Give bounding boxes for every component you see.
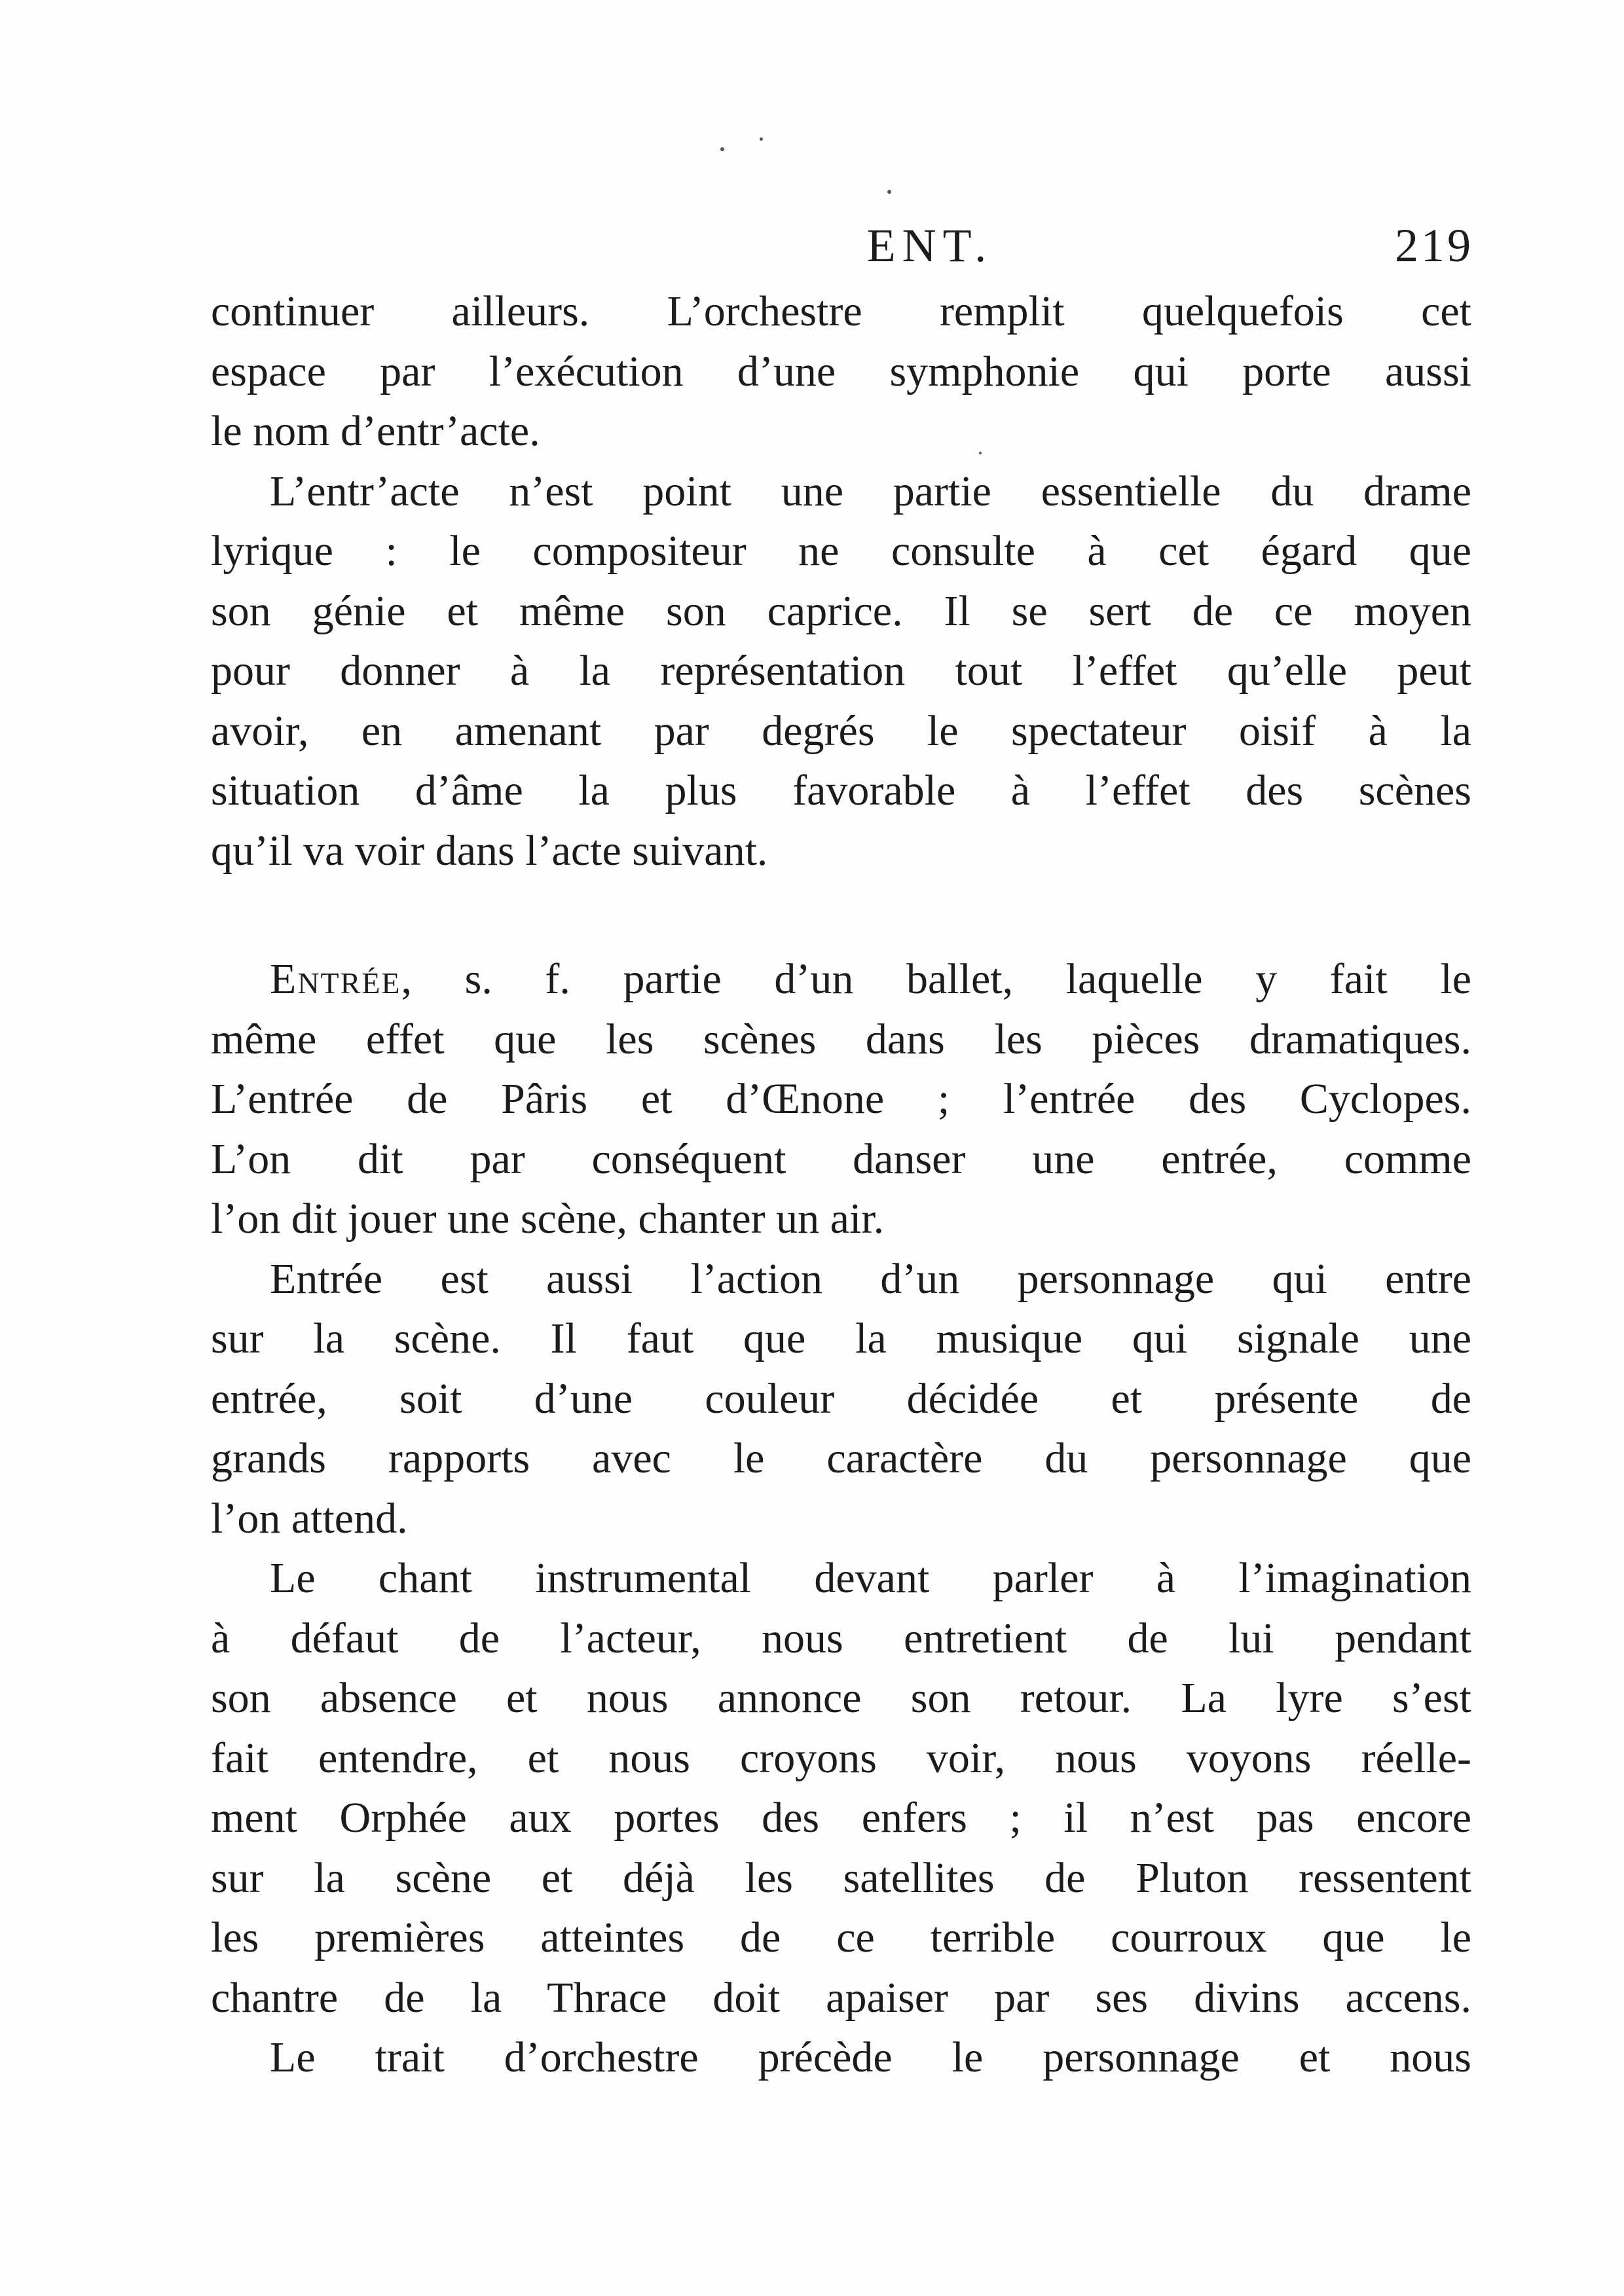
text-line: l’on dit jouer une scène, chanter un air.: [211, 1195, 885, 1243]
text-line: grands rapports avec le caractère du personnage que: [211, 1434, 1471, 1482]
text-line: pour donner à la représentation tout l’effet qu’elle peut: [211, 647, 1471, 695]
dictionary-entry: [211, 949, 1471, 1249]
text-line: L’on dit par conséquent danser une entrée, comme: [211, 1135, 1471, 1183]
text-line: fait entendre, et nous croyons voir, nous voyons réelle-: [211, 1734, 1471, 1782]
print-speck: [887, 190, 891, 194]
text-line: entrée, soit d’une couleur décidée et présente de: [211, 1374, 1471, 1423]
text-line: Entrée est aussi l’action d’un personnage qui entre: [270, 1254, 1471, 1303]
text-line: à défaut de l’acteur, nous entretient de lui pendant: [211, 1614, 1471, 1662]
text-line: chantre de la Thrace doit apaiser par ses divins accens.: [211, 1973, 1471, 2022]
text-line: son génie et même son caprice. Il se sert de ce moyen: [211, 587, 1471, 635]
entry-definition: , s. f. partie d’un ballet, laquelle y fait le: [401, 955, 1471, 1003]
text-line: Le chant instrumental devant parler à l’imagination: [270, 1554, 1471, 1602]
print-speck: [760, 137, 763, 141]
text-line: ment Orphée aux portes des enfers ; il n’est pas encore: [211, 1794, 1471, 1842]
text-line: lyrique : le compositeur ne consulte à cet égard que: [211, 527, 1471, 575]
text-line: [211, 949, 1471, 1010]
text-line: avoir, en amenant par degrés le spectateur oisif à la: [211, 706, 1471, 755]
text-line: L’entrée de Pâris et d’Œnone ; l’entrée des Cyclopes.: [211, 1075, 1471, 1123]
text-line: son absence et nous annonce son retour. La lyre s’est: [211, 1674, 1471, 1722]
paragraph: [211, 282, 1471, 462]
text-line: Le trait d’orchestre précède le personnage et nous: [270, 2033, 1471, 2081]
paragraph: [211, 1548, 1471, 2028]
running-head: ENT.: [866, 219, 993, 272]
text-line: sur la scène et déjà les satellites de Pluton ressentent: [211, 1853, 1471, 1902]
text-line: l’on attend.: [211, 1494, 408, 1542]
paragraph: [211, 462, 1471, 881]
text-line: situation d’âme la plus favorable à l’effet des scènes: [211, 767, 1471, 814]
section-gap: [211, 881, 1471, 949]
page-header: [210, 210, 1473, 282]
text-line: L’entr’acte n’est point une partie essentielle du drame: [270, 467, 1471, 515]
print-speck: [979, 452, 982, 454]
text-line: qu’il va voir dans l’acte suivant.: [211, 826, 768, 875]
text-line: même effet que les scènes dans les pièces dramatiques.: [211, 1015, 1471, 1063]
print-speck: [720, 147, 724, 151]
entry-headword: Entrée: [270, 955, 401, 1003]
body-text: [211, 282, 1471, 2088]
text-line: sur la scène. Il faut que la musique qui signale une: [211, 1315, 1471, 1362]
text-line: le nom d’entr’acte.: [211, 407, 540, 455]
paragraph: [211, 2028, 1471, 2088]
page-number: 219: [1395, 219, 1473, 272]
text-line: les premières atteintes de ce terrible courroux que le: [211, 1914, 1471, 1961]
paragraph: [211, 1249, 1471, 1549]
text-line: espace par l’exécution d’une symphonie qui porte aussi: [211, 347, 1471, 395]
text-line: continuer ailleurs. L’orchestre remplit quelquefois cet: [211, 287, 1471, 335]
